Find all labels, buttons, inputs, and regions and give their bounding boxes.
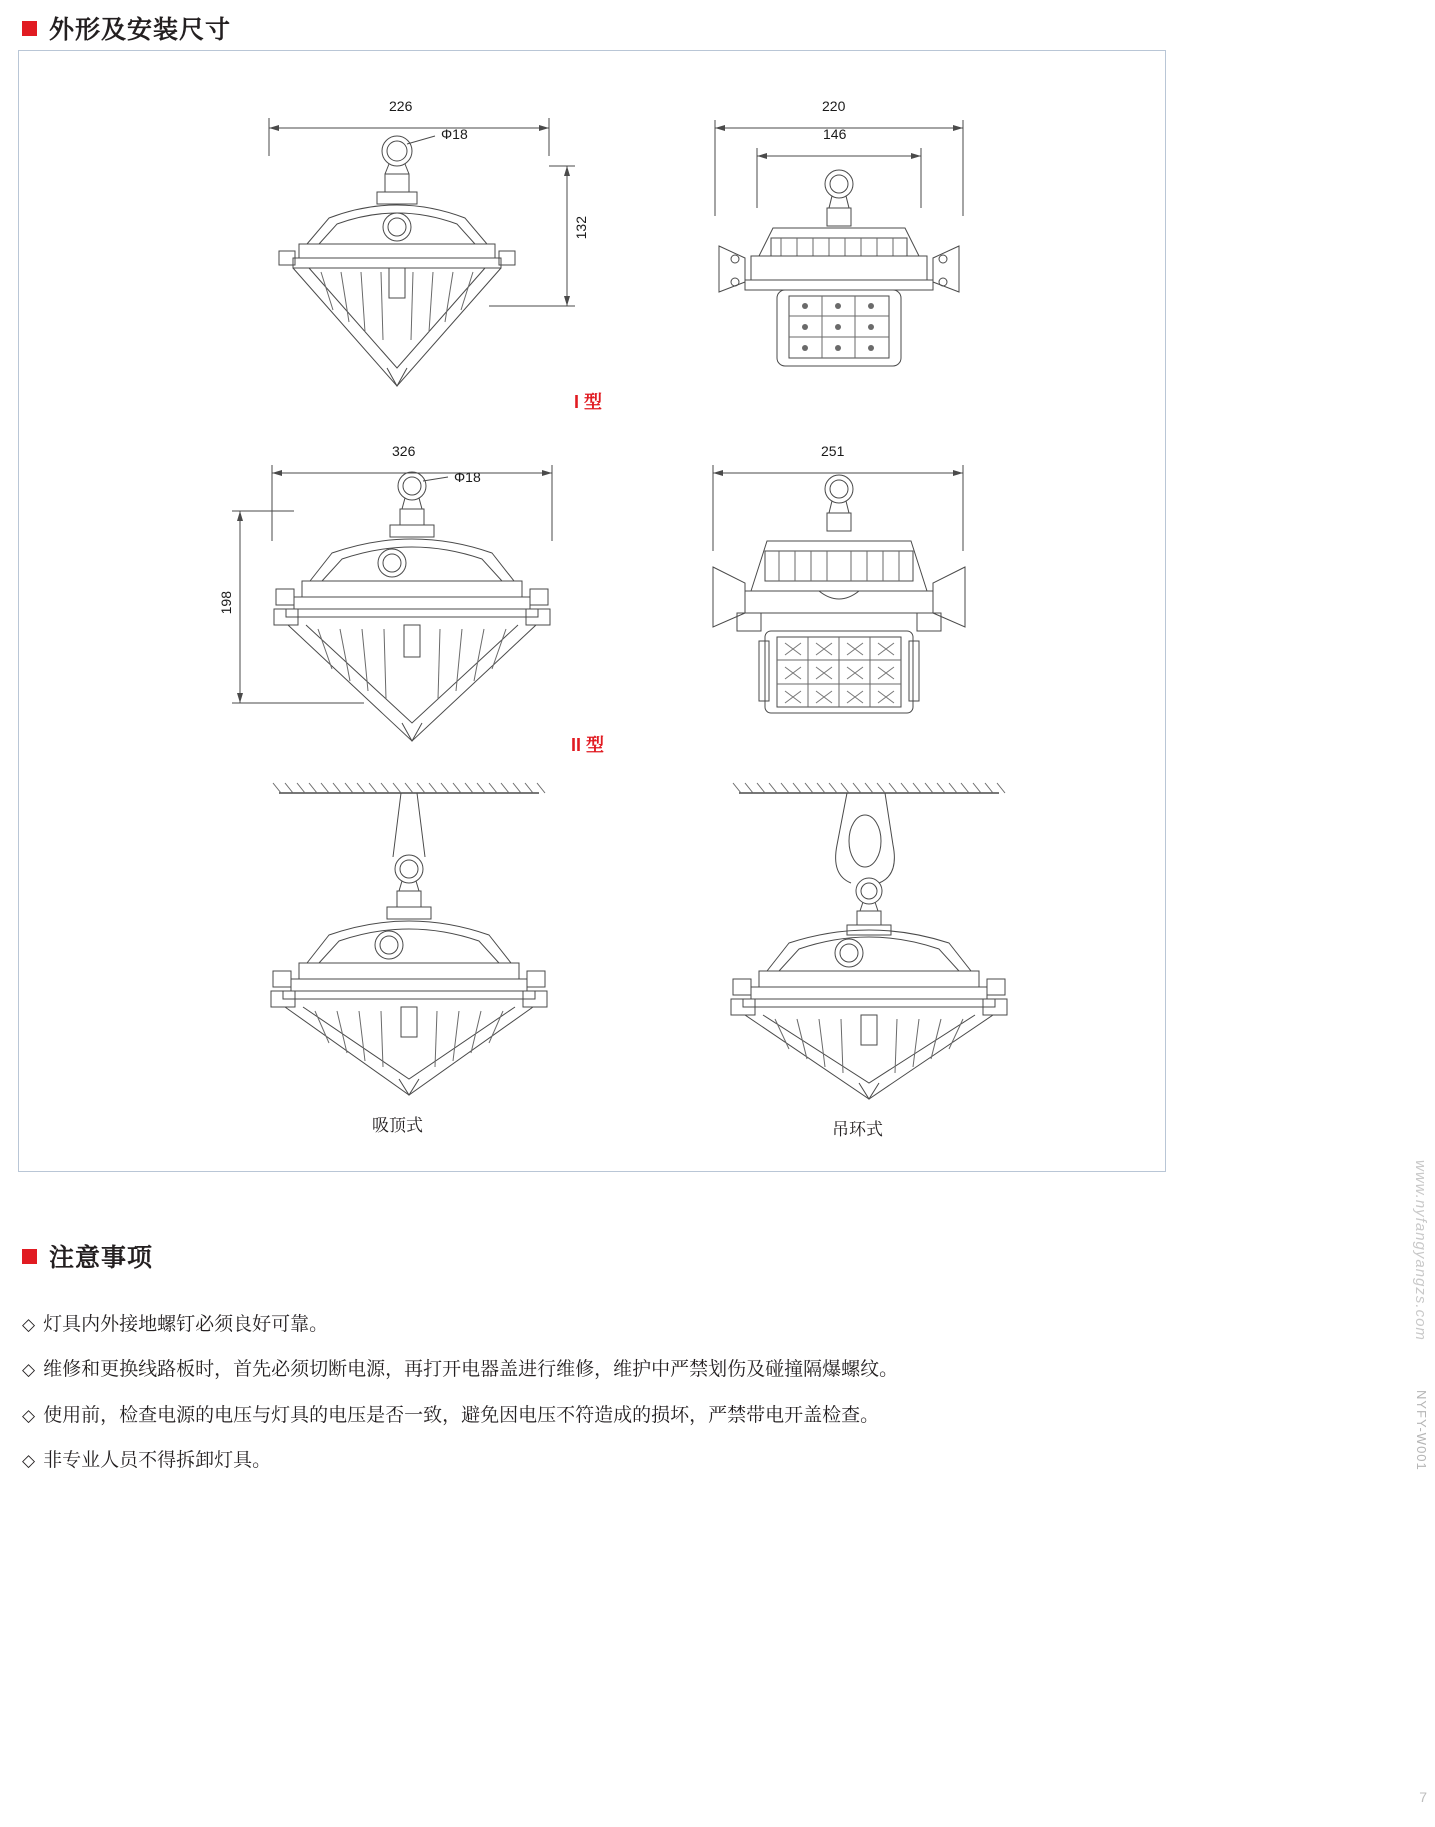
note-item-3 — [22, 1401, 1142, 1430]
page-number: 7 — [1419, 1789, 1427, 1805]
sidebar-website-url: www.nyfangyangzs.com — [1412, 1160, 1429, 1341]
type1-side-inner-width-label: 146 — [823, 126, 847, 142]
mount-hook-svg — [679, 771, 1059, 1101]
drawing-frame — [18, 50, 1166, 1172]
drawing-type2-side — [699, 441, 999, 751]
type2-caption: II 型 — [571, 735, 605, 755]
drawing-mount-hook — [679, 771, 1059, 1139]
diamond-bullet-icon-1: ◇ — [22, 1315, 36, 1334]
type2-side-outer-width-label: 251 — [821, 443, 845, 459]
note-item-2 — [22, 1355, 1142, 1384]
type1-side-outer-width-label: 220 — [822, 98, 846, 114]
sidebar-product-code: NYFY-W001 — [1414, 1390, 1429, 1471]
note-text-1: 灯具内外接地螺钉必须良好可靠。 — [43, 1314, 329, 1335]
drawing-type1-side — [699, 96, 999, 396]
section-heading-notes — [22, 1238, 153, 1274]
mount-hook-label: 吊环式 — [832, 1120, 883, 1139]
drawing-mount-ceiling — [219, 771, 599, 1135]
note-text-3: 使用前，检查电源的电压与灯具的电压是否一致，避免因电压不符造成的损坏，严禁带电开盖检查。 — [43, 1404, 880, 1426]
section-title-dimensions: 外形及安装尺寸 — [49, 16, 232, 44]
drawing-type2-front — [214, 441, 589, 751]
drawing-type1-front — [249, 96, 589, 396]
note-text-4: 非专业人员不得拆卸灯具。 — [43, 1450, 272, 1472]
type2-front-width-label: 326 — [392, 443, 416, 459]
mount-ceiling-svg — [219, 771, 599, 1101]
note-item-1 — [22, 1310, 1142, 1339]
mount-ceiling-label: 吸顶式 — [372, 1116, 423, 1135]
diamond-bullet-icon-3: ◇ — [22, 1405, 36, 1425]
diamond-bullet-icon-2: ◇ — [22, 1360, 36, 1380]
note-item-4 — [22, 1446, 1142, 1475]
red-square-marker-icon — [22, 21, 37, 36]
type2-side-svg — [699, 441, 999, 751]
notes-list — [22, 1310, 1142, 1492]
type1-caption: I 型 — [574, 392, 603, 412]
type1-front-width-label: 226 — [389, 98, 413, 114]
type1-side-svg — [699, 96, 999, 396]
section-title-notes: 注意事项 — [49, 1244, 154, 1272]
section-heading-dimensions — [22, 10, 231, 46]
type1-front-hole-label: Φ18 — [441, 126, 468, 142]
type1-front-height-label: 132 — [573, 216, 589, 240]
type2-front-hole-label: Φ18 — [454, 469, 481, 485]
type1-front-svg — [249, 96, 589, 396]
red-square-marker-icon-2 — [22, 1249, 37, 1264]
diamond-bullet-icon-4: ◇ — [22, 1451, 36, 1471]
note-text-2: 维修和更换线路板时，首先必须切断电源，再打开电器盖进行维修，维护中严禁划伤及碰撞隔爆螺纹。 — [43, 1359, 899, 1381]
type2-front-svg — [214, 441, 589, 751]
type2-front-height-label: 198 — [218, 591, 234, 615]
